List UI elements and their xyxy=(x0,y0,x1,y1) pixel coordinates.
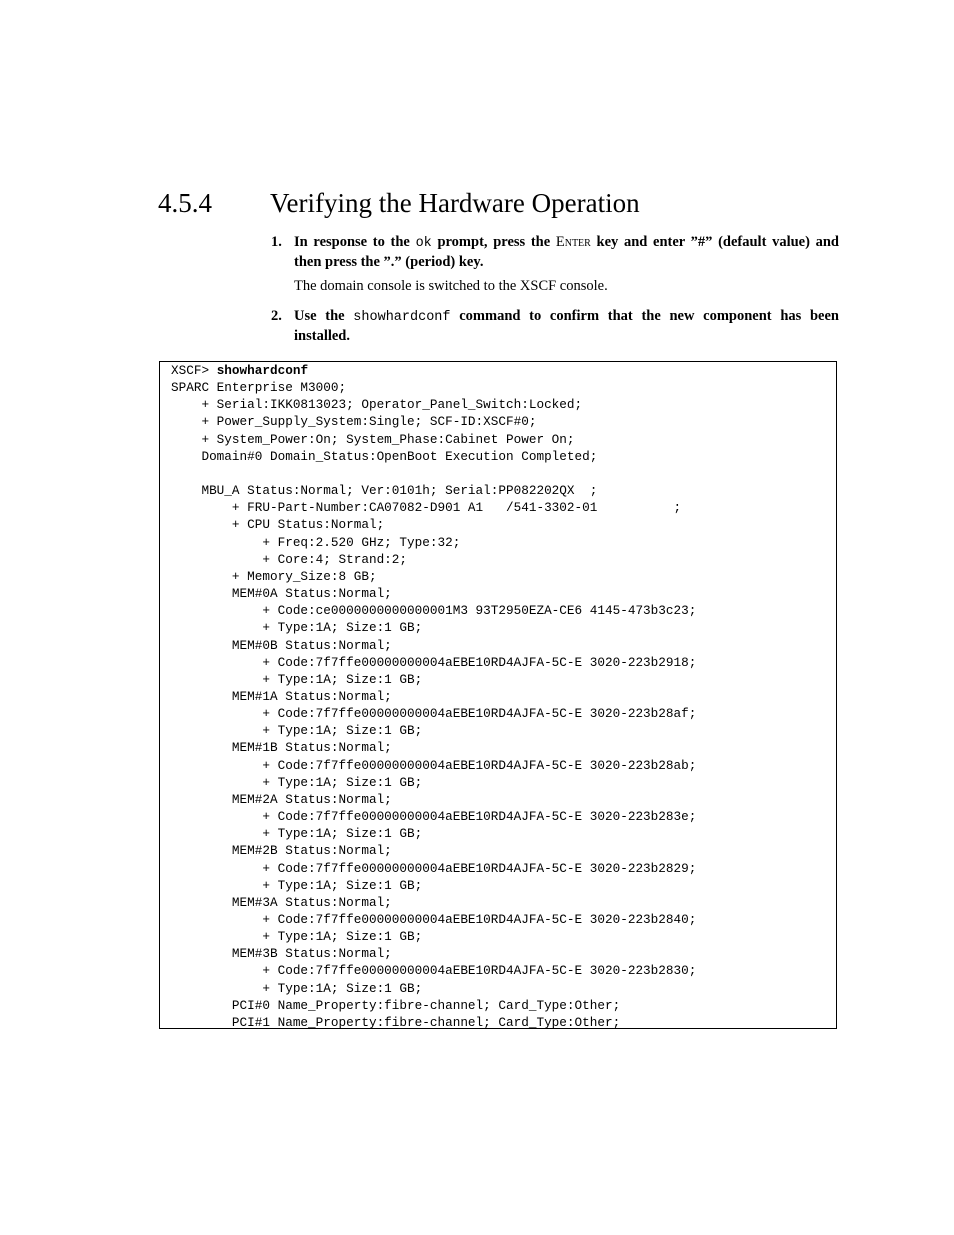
console-output-box xyxy=(159,361,837,1029)
console-line: SPARC Enterprise M3000; xyxy=(171,380,347,396)
console-line: + Type:1A; Size:1 GB; xyxy=(171,671,423,687)
step-2 xyxy=(271,307,839,345)
console-line: MEM#1B Status:Normal; xyxy=(171,740,392,756)
console-line: + Memory_Size:8 GB; xyxy=(171,568,377,584)
console-command: showhardconf xyxy=(216,363,309,378)
console-line: + Code:7f7ffe00000000004aEBE10RD4AJFA-5C-E 3020-223b28ab; xyxy=(171,757,697,773)
console-line: MEM#0B Status:Normal; xyxy=(171,637,392,653)
console-line: PCI#0 Name_Property:fibre-channel; Card_Type:Other; xyxy=(171,997,621,1013)
instruction-text: In response to the xyxy=(294,234,416,250)
section-title: Verifying the Hardware Operation xyxy=(270,188,640,218)
console-line: MEM#2B Status:Normal; xyxy=(171,843,392,859)
console-line: + Type:1A; Size:1 GB; xyxy=(171,929,423,945)
section-heading xyxy=(158,188,640,219)
console-line: + Code:7f7ffe00000000004aEBE10RD4AJFA-5C-E 3020-223b2829; xyxy=(171,860,697,876)
console-line: + Code:7f7ffe00000000004aEBE10RD4AJFA-5C-E 3020-223b2918; xyxy=(171,654,697,670)
console-line: + Type:1A; Size:1 GB; xyxy=(171,774,423,790)
console-listing xyxy=(171,362,836,1029)
ok-prompt-code: ok xyxy=(415,236,432,251)
console-line: + Power_Supply_System:Single; SCF-ID:XSCF#0; xyxy=(171,414,537,430)
console-line: + Core:4; Strand:2; xyxy=(171,551,408,567)
console-line: + Serial:IKK0813023; Operator_Panel_Switch:Locked; xyxy=(171,397,583,413)
console-line: + Type:1A; Size:1 GB; xyxy=(171,877,423,893)
console-line: + System_Power:On; System_Phase:Cabinet Power On; xyxy=(171,431,575,447)
console-line: + CPU Status:Normal; xyxy=(171,517,385,533)
instruction-text: key and enter ”#” (default value) and then press the ”.” (period) key. xyxy=(294,234,840,270)
instruction-text: Use the xyxy=(294,308,354,324)
step-number: 2. xyxy=(271,308,282,324)
command-name-code: showhardconf xyxy=(353,310,451,325)
console-line: + FRU-Part-Number:CA07082-D901 A1 /541-3302-01 ; xyxy=(171,500,682,516)
console-line: MEM#1A Status:Normal; xyxy=(171,688,392,704)
console-line: MEM#0A Status:Normal; xyxy=(171,586,392,602)
console-line: + Code:7f7ffe00000000004aEBE10RD4AJFA-5C-E 3020-223b28af; xyxy=(171,706,697,722)
section-number: 4.5.4 xyxy=(158,188,212,218)
console-line: + Freq:2.520 GHz; Type:32; xyxy=(171,534,461,550)
console-line: Domain#0 Domain_Status:OpenBoot Execution Completed; xyxy=(171,448,598,464)
console-line: PCI#1 Name_Property:fibre-channel; Card_Type:Other; xyxy=(171,1014,621,1029)
step-result: The domain console is switched to the XSCF console. xyxy=(294,278,608,294)
instruction-text: command to confirm that the new component has been installed. xyxy=(294,308,839,344)
console-line: + Code:7f7ffe00000000004aEBE10RD4AJFA-5C-E 3020-223b2840; xyxy=(171,912,697,927)
instruction-text: prompt, press the xyxy=(431,234,556,250)
step-number: 1. xyxy=(271,234,282,250)
step-1 xyxy=(271,233,839,295)
console-line: + Type:1A; Size:1 GB; xyxy=(171,723,423,739)
console-line: + Code:7f7ffe00000000004aEBE10RD4AJFA-5C-E 3020-223b283e; xyxy=(171,809,697,825)
step-instruction xyxy=(294,307,839,345)
console-line: + Code:ce0000000000000001M3 93T2950EZA-CE6 4145-473b3c23; xyxy=(171,603,697,619)
console-line: MEM#2A Status:Normal; xyxy=(171,791,392,807)
procedure-steps xyxy=(271,233,839,345)
console-line: + Type:1A; Size:1 GB; xyxy=(171,980,423,996)
console-prompt: XSCF> xyxy=(171,363,217,378)
enter-key-label: Enter xyxy=(555,234,591,250)
console-line: MBU_A Status:Normal; Ver:0101h; Serial:PP082202QX ; xyxy=(171,483,598,499)
step-instruction xyxy=(294,233,839,271)
console-line: MEM#3B Status:Normal; xyxy=(171,946,392,962)
console-output xyxy=(171,380,696,1029)
console-line: MEM#3A Status:Normal; xyxy=(171,894,392,910)
console-line: + Code:7f7ffe00000000004aEBE10RD4AJFA-5C-E 3020-223b2830; xyxy=(171,963,697,979)
console-line: + Type:1A; Size:1 GB; xyxy=(171,826,423,842)
console-line: + Type:1A; Size:1 GB; xyxy=(171,620,423,636)
